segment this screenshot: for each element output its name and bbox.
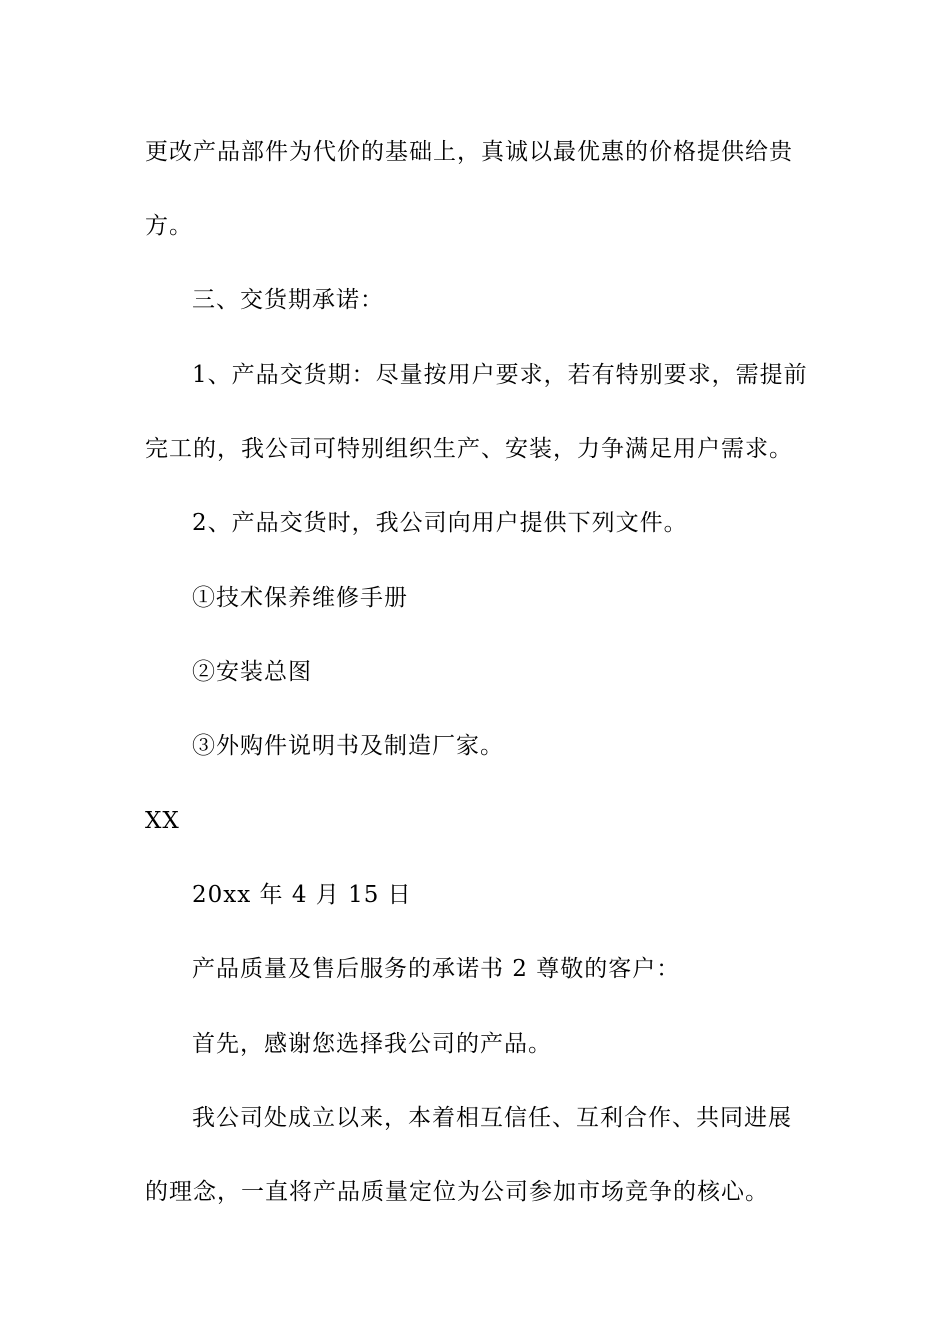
paragraph-line: 方。 xyxy=(145,213,193,239)
paragraph-line: 2、产品交货时，我公司向用户提供下列文件。 xyxy=(192,510,688,536)
list-item: ①技术保养维修手册 xyxy=(192,585,408,611)
letter-title-greeting: 产品质量及售后服务的承诺书 2 尊敬的客户： xyxy=(192,956,681,982)
paragraph-line: 我公司处成立以来，本着相互信任、互利合作、共同进展 xyxy=(192,1105,792,1131)
list-item: ②安装总图 xyxy=(192,659,312,685)
section-heading: 三、交货期承诺： xyxy=(192,287,384,313)
signature-name: XX xyxy=(145,808,180,834)
paragraph-line: 更改产品部件为代价的基础上，真诚以最优惠的价格提供给贵 xyxy=(145,139,793,165)
signature-date: 20xx 年 4 月 15 日 xyxy=(192,882,412,908)
paragraph-line: 首先，感谢您选择我公司的产品。 xyxy=(192,1031,552,1057)
paragraph-line: 完工的，我公司可特别组织生产、安装，力争满足用户需求。 xyxy=(145,436,793,462)
paragraph-line: 的理念，一直将产品质量定位为公司参加市场竞争的核心。 xyxy=(145,1179,769,1205)
list-item: ③外购件说明书及制造厂家。 xyxy=(192,733,504,759)
paragraph-line: 1、产品交货期：尽量按用户要求，若有特别要求，需提前 xyxy=(192,362,808,388)
